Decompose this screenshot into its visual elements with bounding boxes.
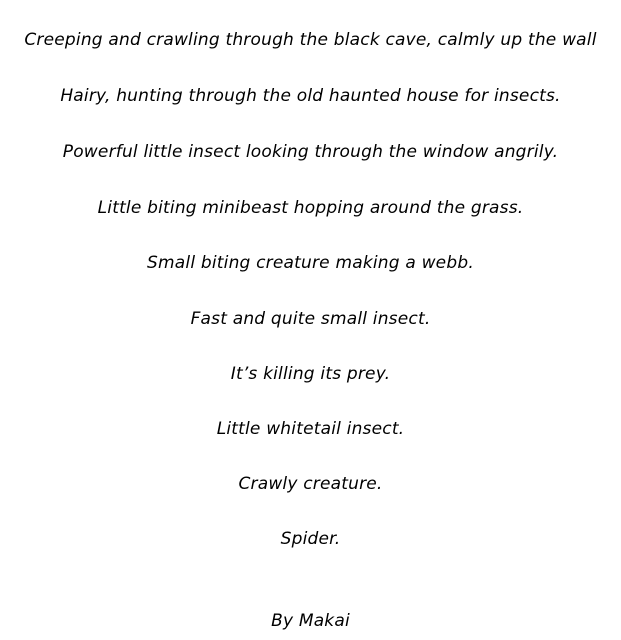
poem-line-1: Creeping and crawling through the black cave, calmly up the wall	[24, 30, 597, 50]
poem-line-6: Fast and quite small insect.	[190, 309, 431, 329]
poem-line-7: It’s killing its prey.	[230, 364, 391, 384]
poem-line-5: Small biting creature making a webb.	[147, 253, 474, 273]
poem-line-3: Powerful little insect looking through the window angrily.	[62, 142, 559, 162]
poem-line-4: Little biting minibeast hopping around the grass.	[97, 198, 524, 218]
poem-line-2: Hairy, hunting through the old haunted house for insects.	[60, 86, 561, 106]
poem-line-10: Spider.	[280, 529, 341, 549]
poem-line-8: Little whitetail insect.	[216, 419, 405, 439]
poem-author: By Makai	[271, 611, 350, 631]
poem-line-9: Crawly creature.	[238, 474, 383, 494]
